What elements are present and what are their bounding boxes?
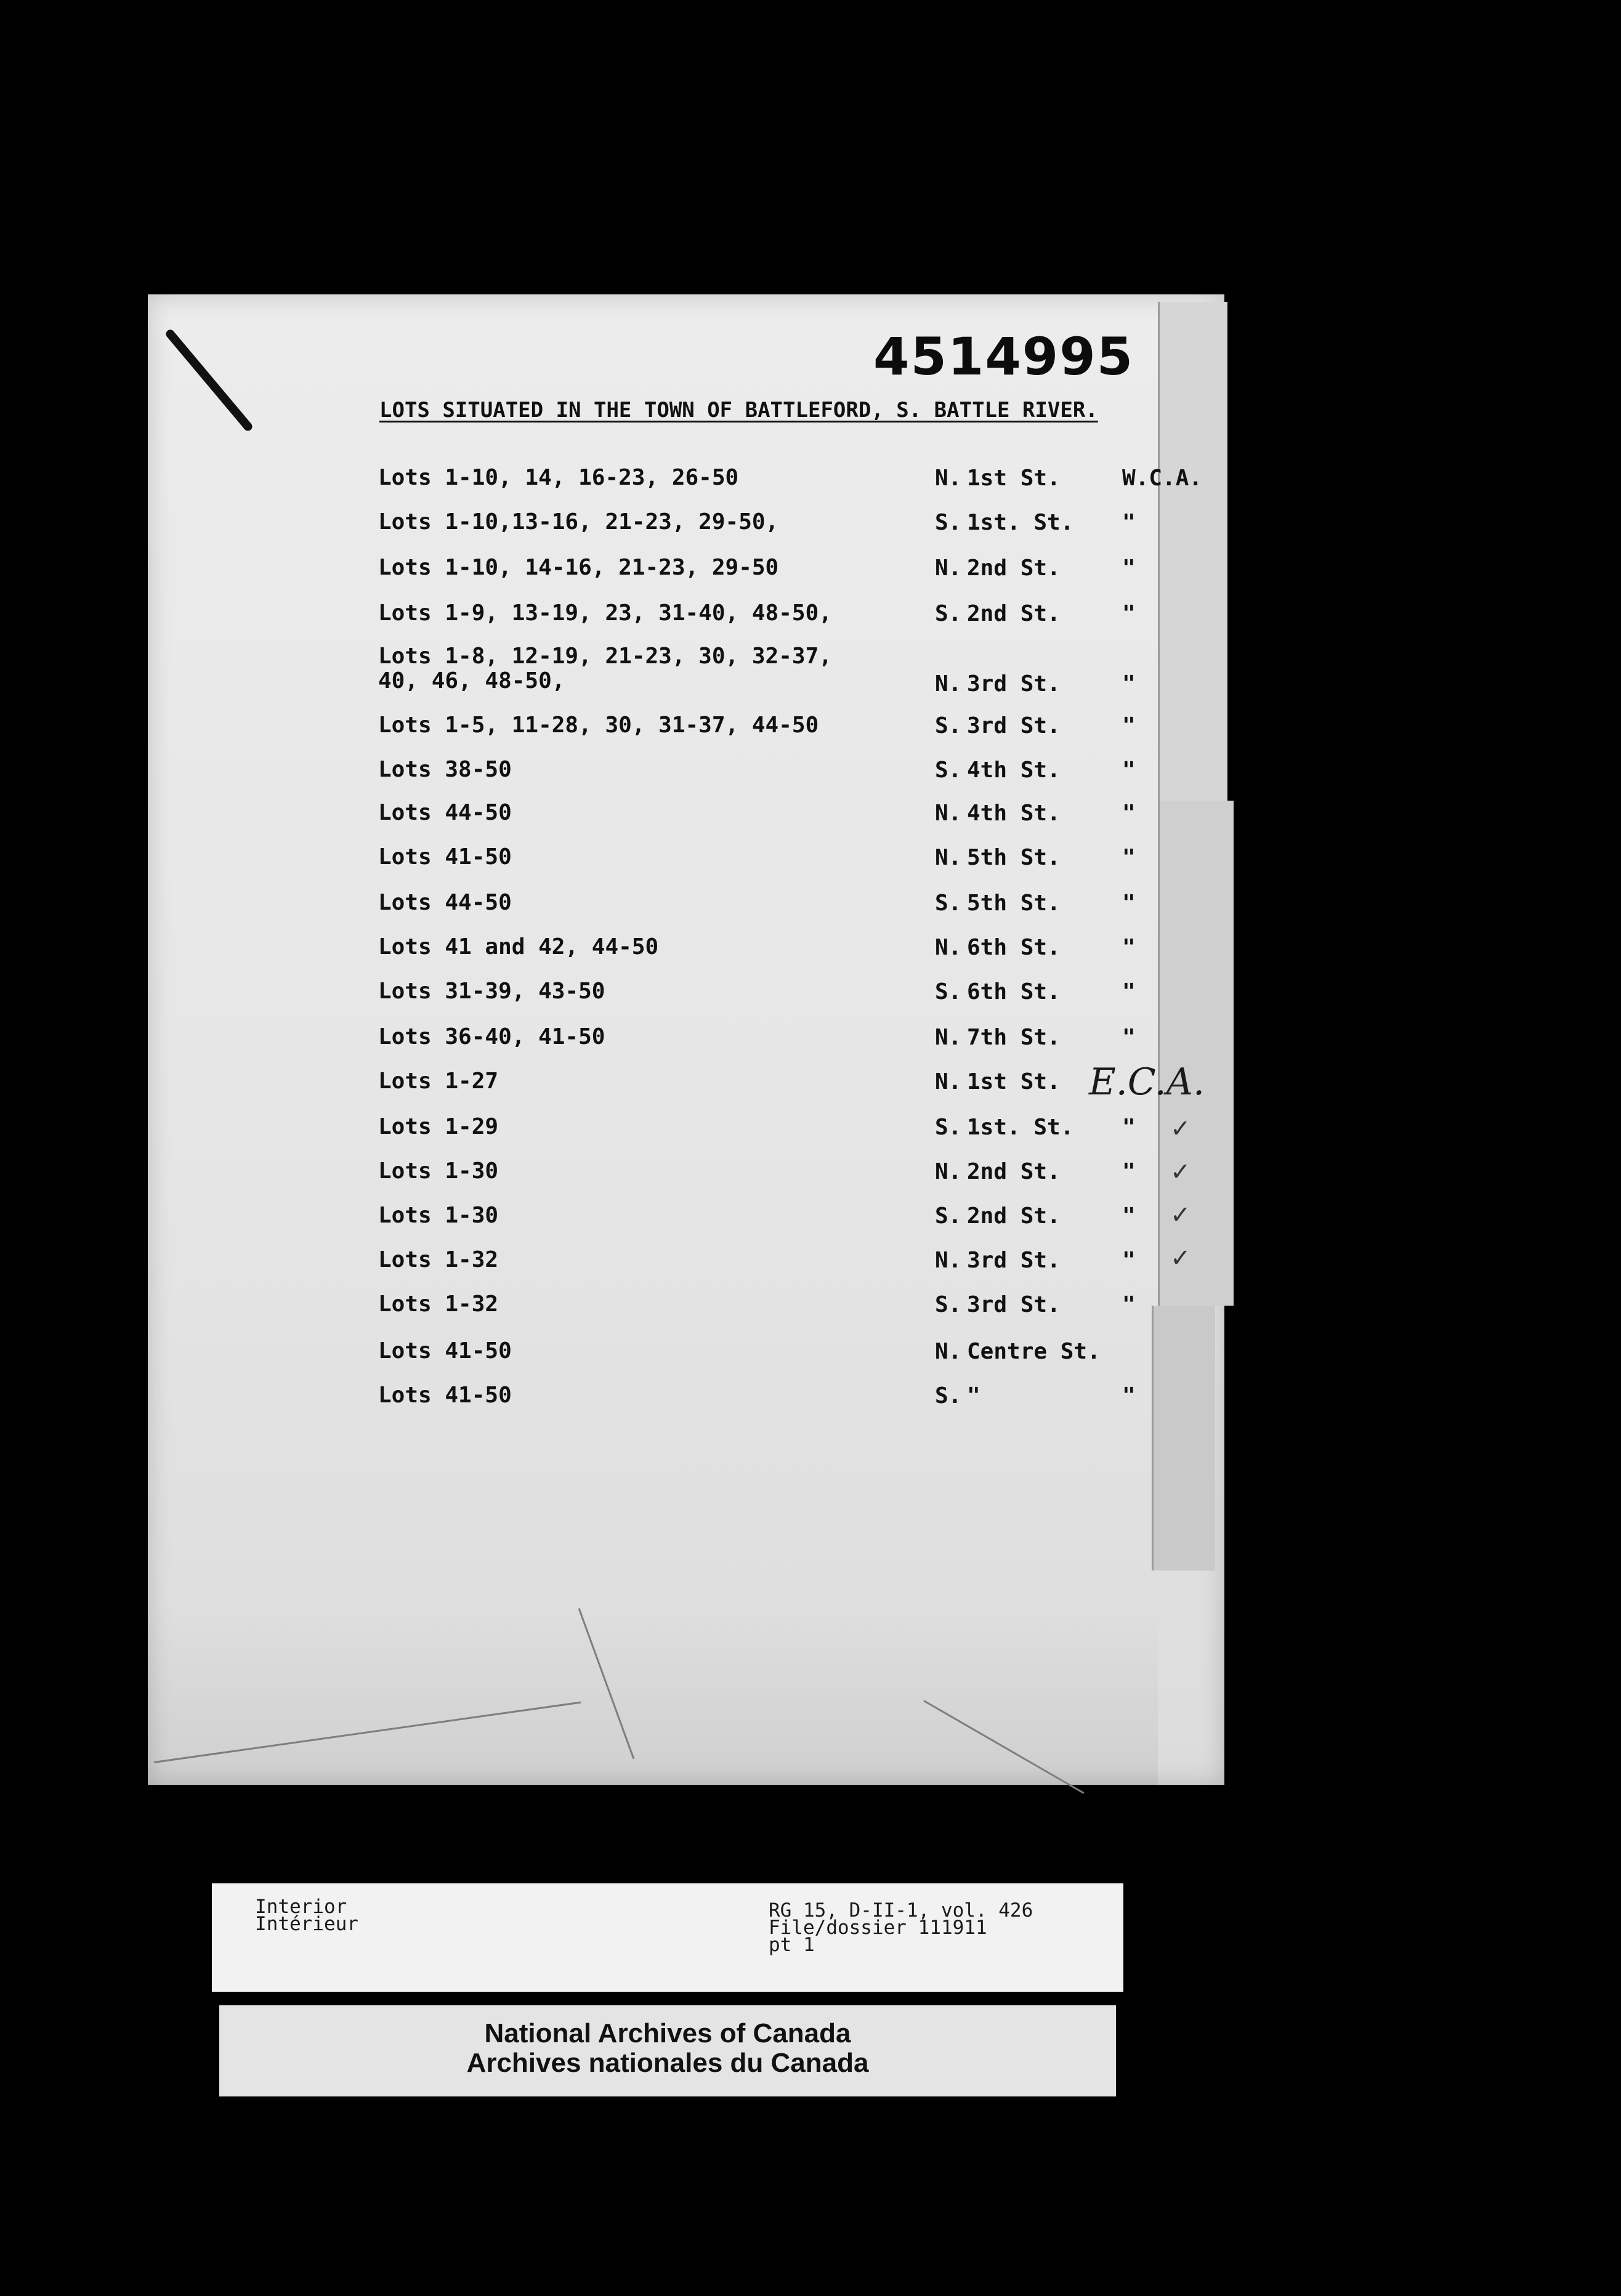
ditto-cell: ": [1122, 891, 1136, 916]
department-fr: Intérieur: [255, 1913, 358, 1935]
table-row: [378, 1292, 1197, 1335]
table-row: [378, 845, 1197, 888]
check-mark-icon: ✓: [1170, 1201, 1191, 1229]
table-row: [378, 601, 1197, 644]
lots-cell: Lots 1-9, 13-19, 23, 31-40, 48-50,: [378, 600, 832, 626]
table-row: [378, 1203, 1197, 1247]
side-cell: N.: [935, 1159, 962, 1184]
ditto-cell: ": [1122, 935, 1136, 960]
lots-cell: Lots 1-32: [378, 1292, 499, 1317]
archive-name-fr: Archives nationales du Canada: [466, 2048, 869, 2078]
street-cell: 1st. St.: [967, 1115, 1074, 1140]
street-cell: 3rd St.: [967, 1248, 1061, 1273]
street-cell: ": [967, 1383, 980, 1409]
street-cell: 6th St.: [967, 935, 1061, 960]
torn-bottom: [148, 1601, 1158, 1786]
street-cell: 4th St.: [967, 801, 1061, 826]
stamp-number: 4514995: [873, 326, 1134, 387]
street-cell: 1st St.: [967, 1069, 1061, 1094]
side-cell: S.: [935, 713, 962, 738]
side-cell: S.: [935, 601, 962, 626]
street-cell: 1st. St.: [967, 510, 1074, 535]
side-cell: S.: [935, 510, 962, 535]
archive-name-en: National Archives of Canada: [484, 2018, 851, 2048]
side-cell: N.: [935, 935, 962, 960]
street-cell: 5th St.: [967, 891, 1061, 916]
ditto-cell: ": [1122, 1159, 1136, 1184]
reference-label: [212, 1883, 1123, 1992]
lots-cell: Lots 41 and 42, 44-50: [378, 934, 659, 960]
street-cell: 3rd St.: [967, 671, 1061, 697]
table-row: [378, 1115, 1197, 1158]
lots-cell: Lots 44-50: [378, 800, 512, 825]
ditto-cell: ": [1122, 758, 1136, 783]
table-row: [378, 935, 1197, 978]
table-row: [378, 465, 1203, 509]
ditto-cell: ": [1122, 510, 1136, 535]
table-row: [378, 1069, 1197, 1112]
department-en: Interior: [255, 1896, 347, 1918]
check-mark-icon: ✓: [1170, 1158, 1191, 1186]
lots-cell: Lots 1-8, 12-19, 21-23, 30, 32-37, 40, 46, 48-50,: [378, 644, 832, 693]
side-cell: N.: [935, 1248, 962, 1273]
ditto-cell: ": [1122, 601, 1136, 626]
lots-cell: Lots 1-29: [378, 1114, 499, 1139]
lots-cell: Lots 1-5, 11-28, 30, 31-37, 44-50: [378, 713, 819, 738]
lots-cell: Lots 1-10, 14, 16-23, 26-50: [378, 465, 739, 490]
table-row: [378, 891, 1197, 934]
table-row: [378, 801, 1197, 844]
archive-banner: [219, 2005, 1116, 2096]
side-cell: N.: [935, 466, 962, 491]
ditto-cell: ": [1122, 1203, 1136, 1229]
table-row: [378, 1159, 1197, 1202]
side-cell: S.: [935, 758, 962, 783]
record-group: RG 15, D-II-1, vol. 426: [769, 1899, 1033, 1922]
street-cell: 2nd St.: [967, 556, 1061, 581]
side-cell: S.: [935, 1292, 962, 1317]
lots-cell: Lots 41-50: [378, 844, 512, 870]
lots-cell: Lots 44-50: [378, 890, 512, 915]
side-cell: N.: [935, 1069, 962, 1094]
ditto-cell: ": [1122, 1292, 1136, 1317]
table-row: [378, 644, 1197, 697]
side-cell: S.: [935, 891, 962, 916]
ditto-cell: ": [1122, 845, 1136, 870]
side-cell: N.: [935, 556, 962, 581]
street-cell: 3rd St.: [967, 713, 1061, 738]
ditto-cell: ": [1122, 1115, 1136, 1140]
check-mark-icon: ✓: [1170, 1115, 1191, 1143]
lots-cell: Lots 1-32: [378, 1247, 499, 1272]
street-cell: Centre St.: [967, 1339, 1101, 1364]
ditto-cell: ": [1122, 1248, 1136, 1273]
lots-cell: Lots 41-50: [378, 1383, 512, 1408]
table-row: [378, 979, 1197, 1022]
ditto-cell: W.C.A.: [1122, 466, 1203, 491]
table-row: [378, 758, 1197, 801]
lots-cell: Lots 38-50: [378, 757, 512, 782]
street-cell: 3rd St.: [967, 1292, 1061, 1317]
ditto-cell: ": [1122, 1025, 1136, 1050]
lots-cell: Lots 41-50: [378, 1338, 512, 1364]
side-cell: S.: [935, 979, 962, 1004]
handwritten-note: E.C.A.: [1089, 1061, 1205, 1104]
side-cell: N.: [935, 1025, 962, 1050]
side-cell: S.: [935, 1115, 962, 1140]
ditto-cell: ": [1122, 713, 1136, 738]
ditto-cell: ": [1122, 1383, 1136, 1409]
side-cell: N.: [935, 1339, 962, 1364]
check-mark-icon: ✓: [1170, 1244, 1191, 1272]
side-cell: S.: [935, 1203, 962, 1229]
table-row: [378, 713, 1197, 756]
street-cell: 7th St.: [967, 1025, 1061, 1050]
document-heading: LOTS SITUATED IN THE TOWN OF BATTLEFORD, S. BATTLE RIVER.: [379, 398, 1098, 422]
lots-cell: Lots 36-40, 41-50: [378, 1024, 605, 1049]
table-row: [378, 1339, 1197, 1382]
ditto-cell: ": [1122, 979, 1136, 1004]
lots-cell: Lots 1-10,13-16, 21-23, 29-50,: [378, 509, 779, 535]
side-cell: N.: [935, 671, 962, 697]
ditto-cell: ": [1122, 671, 1136, 697]
street-cell: 2nd St.: [967, 1203, 1061, 1229]
part-number: pt 1: [769, 1934, 815, 1956]
table-row: [378, 1025, 1197, 1068]
table-row: [378, 510, 1197, 553]
lots-cell: Lots 1-10, 14-16, 21-23, 29-50: [378, 555, 779, 580]
street-cell: 6th St.: [967, 979, 1061, 1004]
table-row: [378, 1248, 1197, 1291]
street-cell: 5th St.: [967, 845, 1061, 870]
street-cell: 1st St.: [967, 466, 1061, 491]
lots-cell: Lots 1-30: [378, 1158, 499, 1184]
table-row: [378, 1383, 1197, 1426]
lots-cell: Lots 1-30: [378, 1203, 499, 1228]
street-cell: 2nd St.: [967, 601, 1061, 626]
file-number: File/dossier 111911: [769, 1917, 987, 1939]
street-cell: 2nd St.: [967, 1159, 1061, 1184]
ditto-cell: ": [1122, 801, 1136, 826]
side-cell: S.: [935, 1383, 962, 1409]
table-row: [378, 556, 1197, 599]
ditto-cell: ": [1122, 556, 1136, 581]
street-cell: 4th St.: [967, 758, 1061, 783]
side-cell: N.: [935, 845, 962, 870]
lots-cell: Lots 31-39, 43-50: [378, 979, 605, 1004]
lots-cell: Lots 1-27: [378, 1069, 499, 1094]
side-cell: N.: [935, 801, 962, 826]
